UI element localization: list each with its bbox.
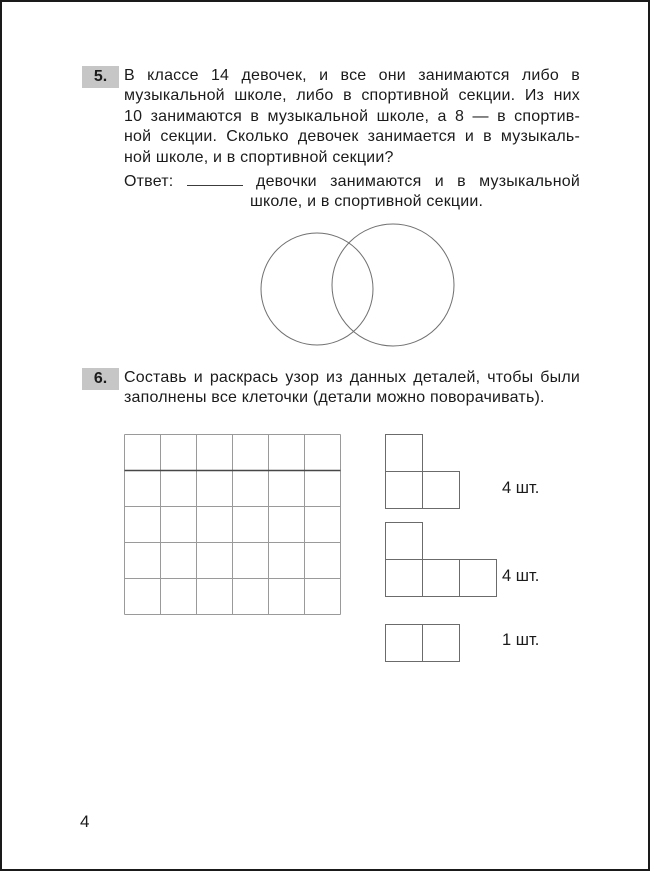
answer-text-line1: девочки занимаются и в музыкальной bbox=[256, 173, 580, 190]
answer-label: Ответ: bbox=[124, 173, 174, 190]
problem-6-text: Составь и раскрась узор из данных деталей, чтобы были заполнены все клеточки (детали можно поворачивать). bbox=[124, 369, 580, 407]
piece-count-label: 4 шт. bbox=[502, 479, 540, 497]
problem-5-number-badge: 5. bbox=[82, 66, 119, 88]
answer-first-line bbox=[124, 172, 580, 192]
page-number: 4 bbox=[80, 812, 90, 831]
answer-text-line2: школе, и в спортивной секции. bbox=[250, 193, 484, 211]
answer-row bbox=[124, 172, 580, 213]
problem-6-number-badge: 6. bbox=[82, 368, 119, 390]
piece-count-label: 1 шт. bbox=[502, 631, 540, 649]
piece-count-label: 4 шт. bbox=[502, 567, 540, 585]
pattern-grid bbox=[124, 434, 341, 620]
venn-diagram bbox=[255, 222, 461, 352]
answer-blank-line bbox=[187, 184, 243, 186]
venn-right-circle bbox=[332, 224, 454, 346]
piece-domino bbox=[385, 624, 460, 667]
venn-left-circle bbox=[261, 233, 373, 345]
problem-5-text: В классе 14 девочек, и все они занимаются либо в музыкальной школе, либо в спортивной секции. Из них 10 занимаются в музыкальной школе, а 8 — в спортив- ной секции. Сколько девочек занимается и в музыкаль- ной школе, и в спортивной секции? bbox=[124, 67, 580, 166]
piece-corner-tromino bbox=[385, 434, 460, 514]
piece-l-tetromino bbox=[385, 522, 497, 602]
